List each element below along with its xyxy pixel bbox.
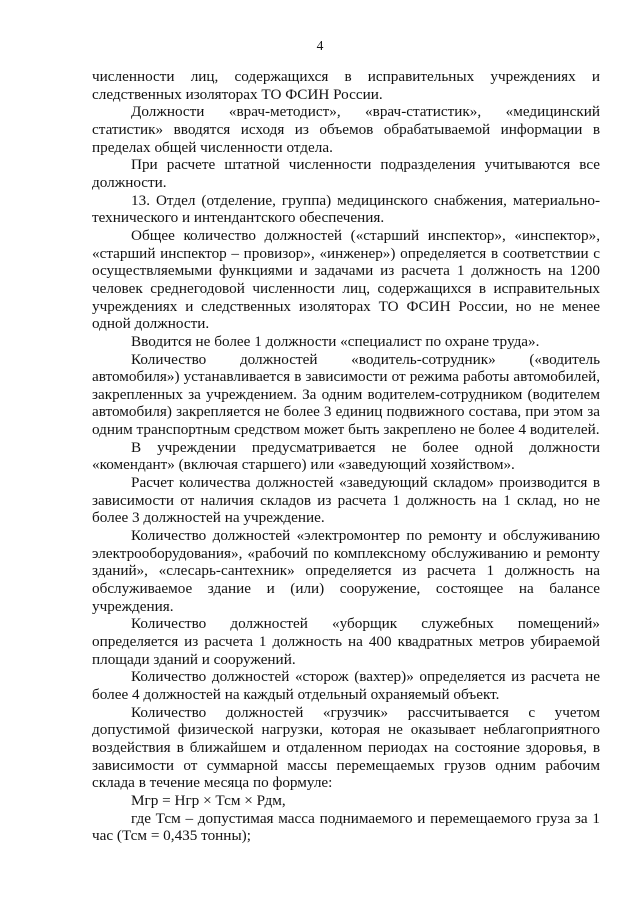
paragraph-medical-methodist-positions: Должности «врач-методист», «врач-статистик», «медицинский статистик» вводятся исходя из объемов обрабатываемой информации в пределах общей численности отдела.: [92, 103, 600, 156]
paragraph-maintenance-workers: Количество должностей «электромонтер по ремонту и обслуживанию электрооборудования», «рабочий по комплексному обслуживанию и ремонту зданий», «слесарь-сантехник» определяется из расчета 1 должность на обслуживаемое здание и (или) сооружение, состоящее на балансе учреждения.: [92, 527, 600, 615]
paragraph-loader-positions: Количество должностей «грузчик» рассчитывается с учетом допустимой физической нагрузки, которая не оказывает неблагоприятного воздействия в ближайшем и отдаленном периодах на состояние здоровья, в зависимости от суммарной массы перемещаемых грузов одним рабочим склада в течение месяца по формуле:: [92, 703, 600, 792]
document-body: [92, 68, 600, 845]
paragraph-formula-definition: где Тсм – допустимая масса поднимаемого и перемещаемого груза за 1 час (Тсм = 0,435 тонны);: [92, 809, 600, 845]
paragraph-section-13-heading: 13. Отдел (отделение, группа) медицинского снабжения, материально-технического и интендантского обеспечения.: [92, 191, 600, 227]
paragraph-watchman-positions: Количество должностей «сторож (вахтер)» определяется из расчета не более 4 должностей на каждый отдельный охраняемый объект.: [92, 668, 600, 703]
paragraph-inspector-positions: Общее количество должностей («старший инспектор», «инспектор», «старший инспектор – провизор», «инженер») определяется в соответствии с осуществляемыми функциями и задачами из расчета 1 должность на 1200 человек среднегодовой численности лиц, содержащихся в исправительных учреждениях и следственных изоляторах ТО ФСИН России, но не менее одной должности.: [92, 226, 600, 333]
paragraph-driver-positions: Количество должностей «водитель-сотрудник» («водитель автомобиля») устанавливается в зависимости от режима работы автомобилей, закрепленных за учреждением. За одним водителем-сотрудником (водителем автомобиля) закрепляется не более 3 единиц подвижного состава, при этом за одним транспортным средством может быть закреплено не более 4 водителей.: [92, 350, 600, 439]
page-number: 4: [316, 38, 324, 53]
paragraph-prisoner-count-continuation: численности лиц, содержащихся в исправительных учреждениях и следственных изоляторах ТО ФСИН России.: [92, 68, 600, 103]
paragraph-commandant-position: В учреждении предусматривается не более одной должности «комендант» (включая старшего) или «заведующий хозяйством».: [92, 438, 600, 474]
paragraph-labor-safety-specialist: Вводится не более 1 должности «специалист по охране труда».: [131, 332, 540, 350]
paragraph-warehouse-manager: Расчет количества должностей «заведующий складом» производится в зависимости от наличия складов из расчета 1 должность на 1 склад, но не более 3 должностей на учреждение.: [92, 474, 600, 527]
paragraph-staffing-count-rule: При расчете штатной численности подразделения учитываются все должности.: [92, 156, 600, 191]
paragraph-cleaner-positions: Количество должностей «уборщик служебных помещений» определяется из расчета 1 должность на 400 квадратных метров убираемой площади зданий и сооружений.: [92, 615, 600, 668]
paragraph-formula: Мгр = Нгр × Тсм × Рдм,: [131, 791, 286, 809]
